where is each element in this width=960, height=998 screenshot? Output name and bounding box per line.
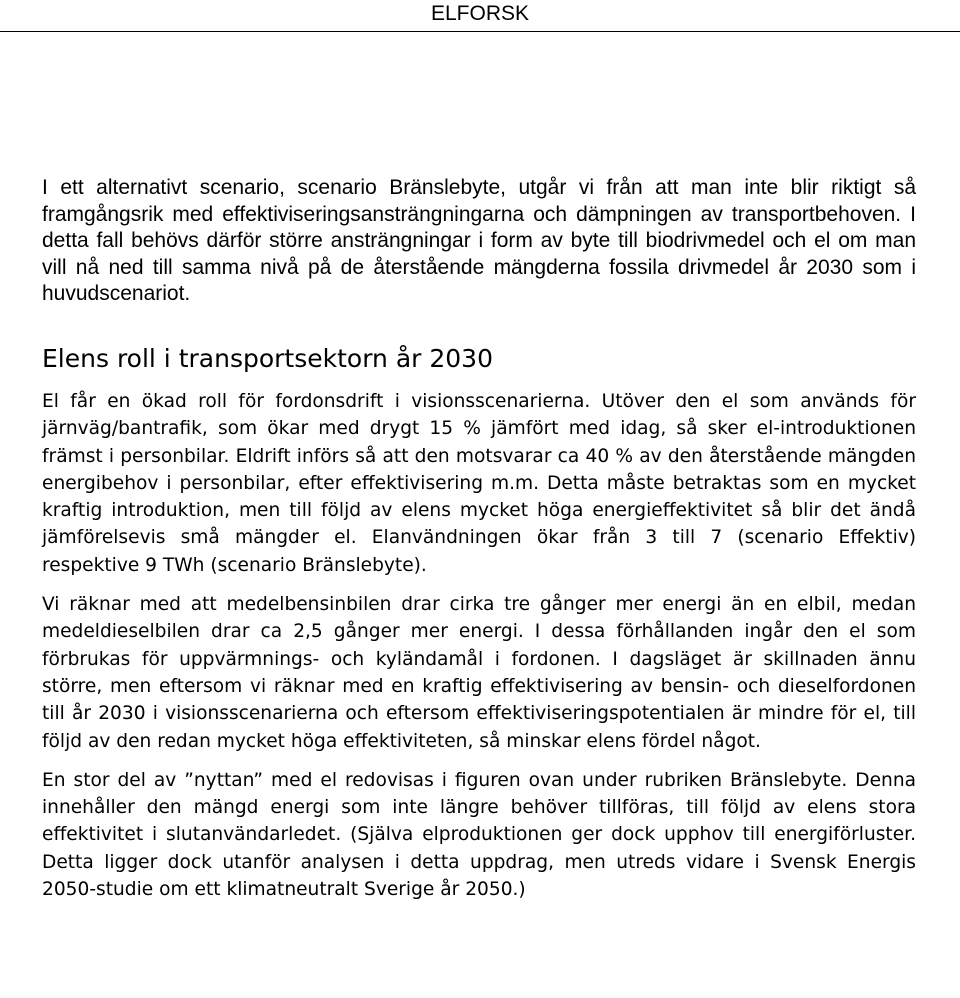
- header-title: ELFORSK: [430, 2, 530, 25]
- page-content: [42, 175, 916, 903]
- body-paragraph-1: El får en ökad roll för fordonsdrift i visionsscenarierna. Utöver den el som används för järnväg/bantrafik, som ökar med drygt 15 % jämfört med idag, så sker el-introduktionen främst i personbilar. Eldrift införs så att den motsvarar ca 40 % av den återstående mängden energibehov i personbilar, efter effektivisering m.m. Detta måste betraktas som en mycket kraftig introduktion, men till följd av elens mycket höga energieffektivitet så blir det ändå jämförelsevis små mängder el. Elanvändningen ökar från 3 till 7 (scenario Effektiv) respektive 9 TWh (scenario Bränslebyte).: [42, 390, 916, 576]
- intro-paragraph: I ett alternativt scenario, scenario Bränslebyte, utgår vi från att man inte blir riktigt så framgångsrik med effektiviseringsansträngningarna och dämpningen av transportbehoven. I detta fall behövs därför större ansträngningar i form av byte till biodrivmedel och el om man vill nå ned till samma nivå på de återstående mängderna fossila drivmedel år 2030 som i huvudscenariot.: [42, 176, 916, 306]
- body-paragraph-2: Vi räknar med att medelbensinbilen drar cirka tre gånger mer energi än en elbil, medan medeldieselbilen drar ca 2,5 gånger mer energi. I dessa förhållanden ingår den el som förbrukas för uppvärmnings- och kyländamål i fordonen. I dagsläget är skillnaden ännu större, men eftersom vi räknar med en kraftig effektivisering av bensin- och dieselfordonen till år 2030 i visionsscenarierna och eftersom effektiviseringspotentialen är mindre för el, till följd av den redan mycket höga effektiviteten, så minskar elens fördel något.: [42, 594, 916, 752]
- body-paragraph-3: En stor del av ”nyttan” med el redovisas i figuren ovan under rubriken Bränslebyte. Denna innehåller den mängd energi som inte längre behöver tillföras, till följd av elens stora effektivitet i slutanvändarledet. (Själva elproduktionen ger dock upphov till energiförluster. Detta ligger dock utanför analysen i detta uppdrag, men utreds vidare i Svensk Energis 2050-studie om ett klimatneutralt Sverige år 2050.): [42, 769, 916, 901]
- page-header: [0, 0, 960, 32]
- section-heading: Elens roll i transportsektorn år 2030: [42, 343, 493, 373]
